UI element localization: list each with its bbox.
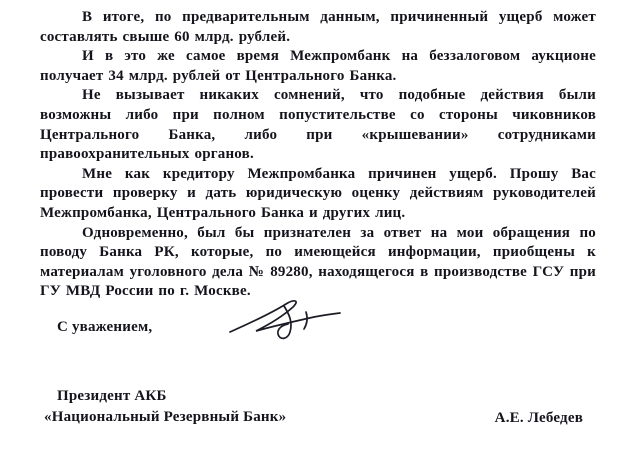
signature-image [222, 290, 352, 352]
signoff-row [44, 386, 583, 428]
paragraph-criminal-case: Одновременно, был бы признателен за ответ на мои обращения по поводу Банка РК, которые, по имеющейся информации, приобщены к материалам уголовного дела № 89280, находящегося в производстве ГСУ при ГУ МВД России по г. Москве. [40, 224, 596, 300]
signer-title-line1: Президент АКБ [57, 388, 167, 404]
signer-title [44, 386, 286, 428]
closing-text: С уважением, [57, 319, 153, 335]
paragraph-request-check: Мне как кредитору Межпромбанка причинен ущерб. Прошу Вас провести проверку и дать юридическую оценку действиям руководителей Межпромбанка, Центрального Банка и других лиц. [40, 165, 596, 221]
letter-body [40, 8, 596, 302]
paragraph-damage-total: В итоге, по предварительным данным, причиненный ущерб может составлять свыше 60 млрд. рублей. [40, 9, 596, 45]
signer-name: А.Е. Лебедев [494, 410, 583, 426]
signer-title-line2: «Национальный Резервный Банк» [44, 409, 287, 425]
paragraph-auction: И в это же самое время Межпромбанк на беззалоговом аукционе получает 34 млрд. рублей от Центрального Банка. [40, 48, 596, 84]
paragraph-no-doubt: Не вызывает никаких сомнений, что подобные действия были возможны либо при полном попустительстве со стороны чиковников Центрального Банка, либо при «крышевании» сотрудниками правоохранительных органов. [40, 87, 596, 163]
closing-row [57, 318, 596, 358]
